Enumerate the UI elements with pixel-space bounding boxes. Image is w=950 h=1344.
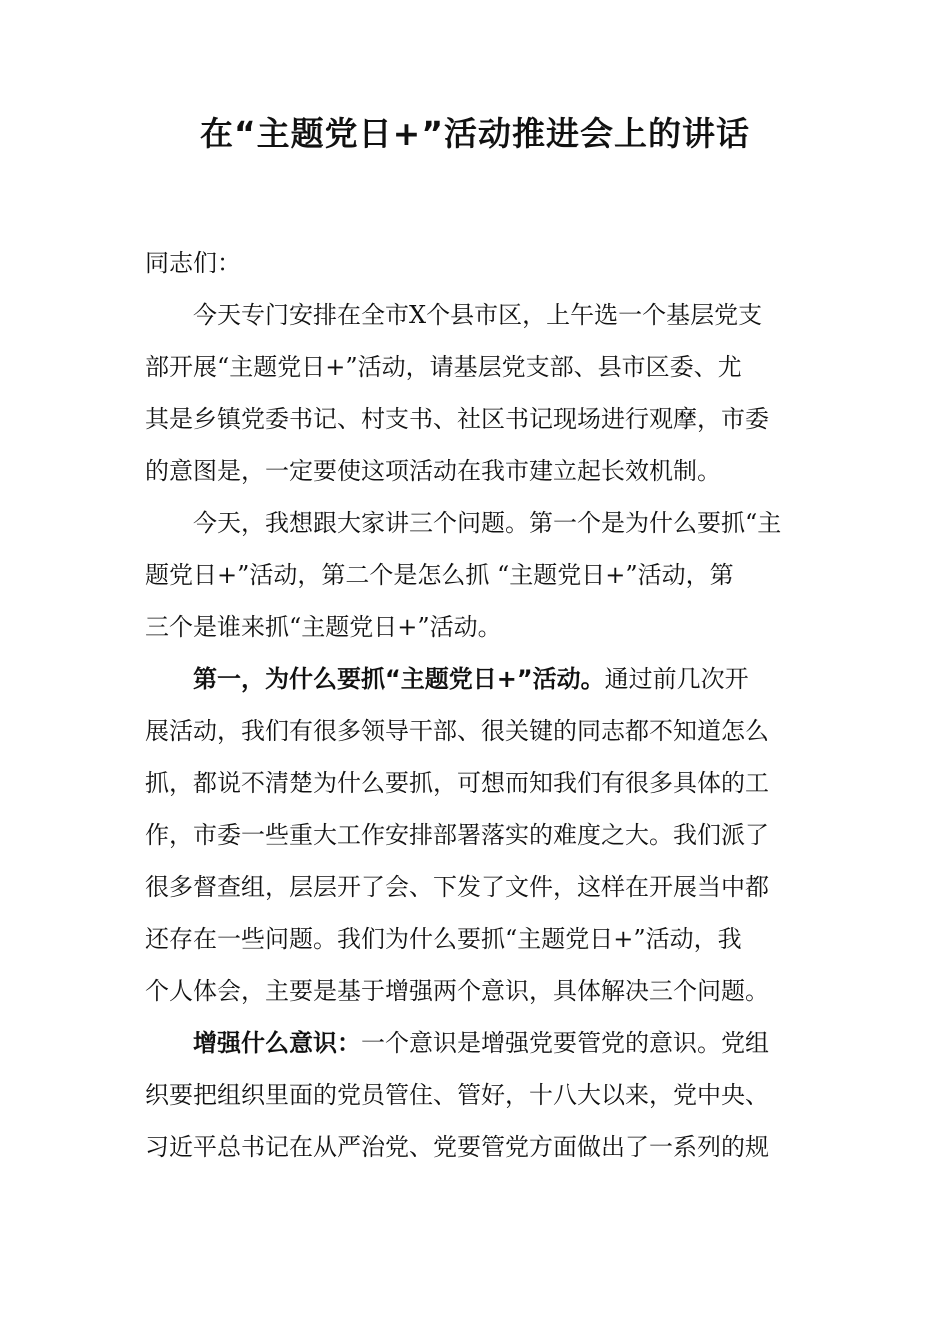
paragraph-3-first-line: [145, 653, 805, 705]
document-title: 在“主题党日+”活动推进会上的讲话: [199, 114, 751, 153]
paragraph-2-line: 今天，我想跟大家讲三个问题。第一个是为什么要抓“主: [193, 509, 782, 537]
paragraph-4-line: 习近平总书记在从严治党、党要管党方面做出了一系列的规: [145, 1133, 769, 1161]
paragraph-1-line: 其是乡镇党委书记、村支书、社区书记现场进行观摩，市委: [145, 405, 769, 433]
paragraph-4-first-line: [145, 1017, 805, 1069]
paragraph-3-first-line-text: 通过前几次开: [604, 665, 749, 693]
paragraph-3-line: 还存在一些问题。我们为什么要抓“主题党日+”活动，我: [145, 925, 742, 953]
paragraph-2-line: 题党日+”活动，第二个是怎么抓 “主题党日+”活动，第: [145, 561, 734, 589]
paragraph-4-line: 织要把组织里面的党员管住、管好，十八大以来，党中央、: [145, 1081, 769, 1109]
paragraph-3-line: 展活动，我们有很多领导干部、很关键的同志都不知道怎么: [145, 717, 769, 745]
paragraph-1-line: 今天专门安排在全市X个县市区，上午选一个基层党支: [193, 301, 763, 329]
paragraph-3-line: 作，市委一些重大工作安排部署落实的难度之大。我们派了: [145, 821, 769, 849]
subsection-heading: 增强什么意识：: [193, 1029, 361, 1057]
paragraph-1-line: 部开展“主题党日+”活动，请基层党支部、县市区委、尤: [145, 353, 742, 381]
paragraph-1-line: 的意图是，一定要使这项活动在我市建立起长效机制。: [145, 457, 721, 485]
paragraph-3-line: 很多督查组，层层开了会、下发了文件，这样在开展当中都: [145, 873, 769, 901]
document-body: [145, 237, 805, 1173]
section-one-heading: 第一，为什么要抓“主题党日+”活动。: [193, 665, 605, 693]
paragraph-3-line: 抓，都说不清楚为什么要抓，可想而知我们有很多具体的工: [145, 769, 769, 797]
paragraph-2-line: 三个是谁来抓“主题党日+”活动。: [145, 613, 502, 641]
salutation: 同志们：: [145, 249, 241, 277]
paragraph-4-first-line-text: 一个意识是增强党要管党的意识。党组: [361, 1029, 769, 1057]
paragraph-3-line: 个人体会，主要是基于增强两个意识，具体解决三个问题。: [145, 977, 769, 1005]
